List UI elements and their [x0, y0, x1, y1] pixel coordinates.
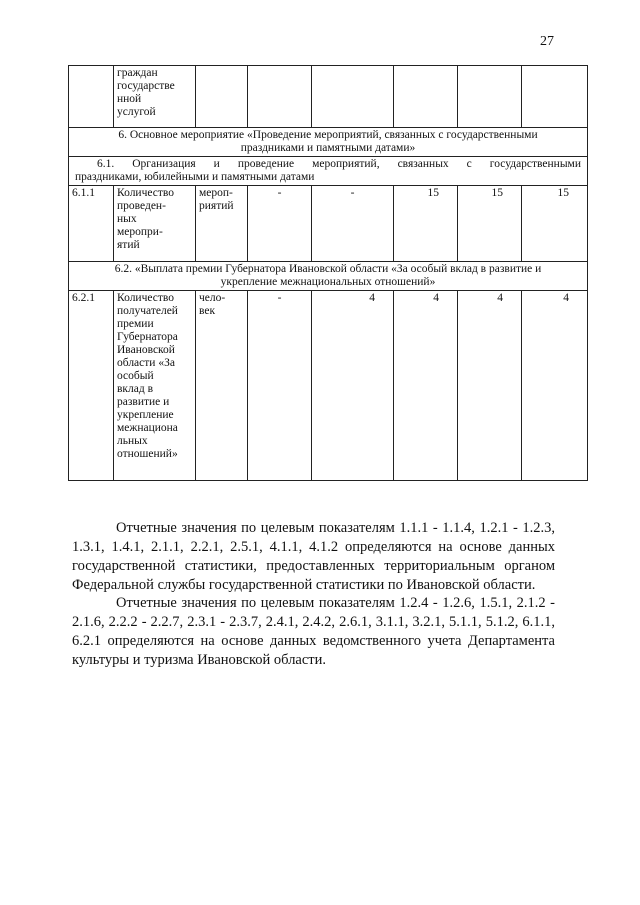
cell-unit — [196, 291, 248, 481]
subsection-6-1-line2: праздниками, юбилейными и памятными датами — [75, 171, 315, 183]
name-line: граждан — [117, 67, 158, 79]
name-line: Количество — [117, 292, 174, 304]
cell-value — [458, 66, 522, 128]
name-line: области «За — [117, 357, 175, 369]
cell-value: 15 — [394, 186, 458, 262]
subsection-6-2-line1: 6.2. «Выплата премии Губернатора Ивановской области «За особый вклад в развитие и — [114, 263, 542, 275]
subsection-row — [69, 262, 588, 291]
unit-line: век — [199, 305, 216, 317]
subsection-row — [69, 157, 588, 186]
name-line: нной — [117, 93, 142, 105]
cell-num — [69, 66, 114, 128]
name-line: укрепление — [117, 409, 174, 421]
cell-num: 6.1.1 — [69, 186, 114, 262]
cell-value: 4 — [312, 291, 394, 481]
subsection-6-1-line1: 6.1. Организация и проведение мероприятий, связанных с государственными — [97, 158, 581, 170]
cell-value: - — [248, 291, 312, 481]
page-number: 27 — [540, 34, 554, 49]
unit-line: риятий — [199, 200, 234, 212]
cell-name — [114, 66, 196, 128]
cell-value — [312, 66, 394, 128]
subsection-6-2-title — [69, 262, 588, 291]
subsection-6-2-line2: укрепление межнациональных отношений» — [220, 276, 436, 288]
paragraph-statistics-source: Отчетные значения по целевым показателям 1.1.1 - 1.1.4, 1.2.1 - 1.2.3, 1.3.1, 1.4.1, 2.1.1, 2.2.1, 2.5.1, 4.1.1, 4.1.2 определяются на основе данных государственной статистики, предоставленных территориальным органом Федеральной службы государственной статистики по Ивановской области. — [72, 520, 555, 593]
name-line: особый — [117, 370, 154, 382]
cell-value: 4 — [458, 291, 522, 481]
section-6-line2: праздниками и памятными датами» — [240, 142, 416, 154]
table-row-continuation — [69, 66, 588, 128]
subsection-6-1-title — [69, 157, 588, 186]
cell-name — [114, 291, 196, 481]
unit-line: мероп- — [199, 187, 233, 199]
name-line: государстве — [117, 80, 175, 92]
section-6-line1: 6. Основное мероприятие «Проведение мероприятий, связанных с государственными — [118, 129, 538, 141]
name-line: проведен- — [117, 200, 166, 212]
cell-value: 4 — [394, 291, 458, 481]
cell-num: 6.2.1 — [69, 291, 114, 481]
cell-value: 4 — [522, 291, 588, 481]
name-line: льных — [117, 435, 148, 447]
name-line: Количество — [117, 187, 174, 199]
name-line: развитие и — [117, 396, 170, 408]
table-row — [69, 291, 588, 481]
cell-unit — [196, 66, 248, 128]
section-6-title — [69, 128, 588, 157]
cell-value: 15 — [458, 186, 522, 262]
unit-line: чело- — [199, 292, 226, 304]
paragraph-departmental-source: Отчетные значения по целевым показателям 1.2.4 - 1.2.6, 1.5.1, 2.1.2 - 2.1.6, 2.2.2 - 2.2.7, 2.3.1 - 2.3.7, 2.4.1, 2.4.2, 2.6.1, 3.1.1, 3.2.1, 5.1.1, 5.1.2, 6.1.1, 6.2.1 определяются на основе данных ведомственного учета Департамента культуры и туризма Ивановской области. — [72, 595, 555, 668]
cell-value: 15 — [522, 186, 588, 262]
cell-name — [114, 186, 196, 262]
name-line: услугой — [117, 106, 156, 118]
section-row — [69, 128, 588, 157]
cell-value: - — [312, 186, 394, 262]
table-row — [69, 186, 588, 262]
name-line: межнациона — [117, 422, 178, 434]
cell-value — [394, 66, 458, 128]
name-line: Ивановской — [117, 344, 175, 356]
cell-unit — [196, 186, 248, 262]
name-line: ных — [117, 213, 137, 225]
name-line: вклад в — [117, 383, 154, 395]
name-line: отношений» — [117, 448, 178, 460]
cell-value — [248, 66, 312, 128]
name-line: получателей — [117, 305, 178, 317]
name-line: Губернатора — [117, 331, 178, 343]
cell-value — [522, 66, 588, 128]
name-line: премии — [117, 318, 154, 330]
name-line: ятий — [117, 239, 140, 251]
cell-value: - — [248, 186, 312, 262]
name-line: меропри- — [117, 226, 163, 238]
indicators-table — [68, 65, 588, 481]
